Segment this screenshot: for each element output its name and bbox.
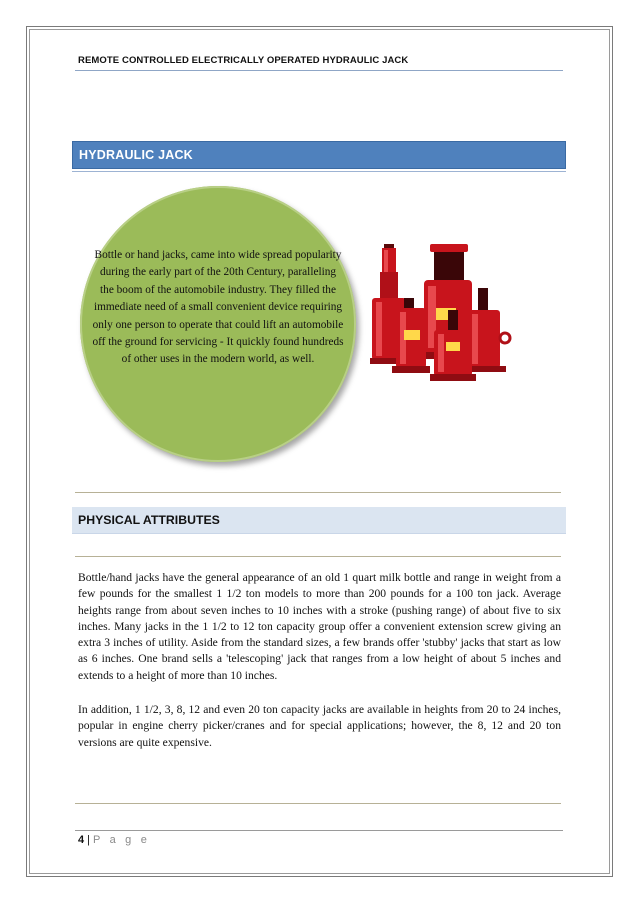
footer-rule [75,830,563,831]
section-title: PHYSICAL ATTRIBUTES [78,513,220,527]
section-physical-attributes [72,507,566,534]
bottle-jacks-photo-icon [364,238,516,388]
page-number: 4 [78,834,85,846]
banner-title: HYDRAULIC JACK [79,148,193,162]
paragraph-1: Bottle/hand jacks have the general appearance of an old 1 quart milk bottle and range in weight from a few pounds for the smallest 1 1/2 ton models to more than 200 pounds for a 100 ton jack. Average heights range from about seven inches to 10 inches with a stroke (pushing range) of about five to six inches. Many jacks in the 1 1/2 to 12 ton capacity group offer a convenient extension screw giving an extra 3 inches of utility. Aside from the standard sizes, a few brands offer 'stubby' jacks that start as low as 6 inches. One brand sells a 'telescoping' jack that ranges from a low height of about 5 inches and extends to a height of more than 10 inches. [78,571,561,682]
intro-circle-text: Bottle or hand jacks, came into wide spread popularity during the early part of the 20th Century, paralleling the boom of the automobile industry. They filled the immediate need of a small convenient device requiring only one person to operate that could lift an automobile off the ground for servicing - It quickly found hundreds of other uses in the modern world, as well. [92,249,344,366]
document-header-title: REMOTE CONTROLLED ELECTRICALLY OPERATED HYDRAULIC JACK [78,55,409,66]
divider-middle [75,556,561,557]
section-banner-hydraulic-jack [72,141,566,169]
jack-front-left-icon [392,298,430,373]
footer-separator: | [87,834,90,846]
page-footer [78,834,150,846]
paragraph-2: In addition, 1 1/2, 3, 8, 12 and even 20 ton capacity jacks are available in heights from 20 to 24 inches, popular in engine cherry picker/cranes and for special applications; however, the 8, 12 and 20 ton versions are quite expensive. [78,703,561,749]
divider-top [75,492,561,493]
header-rule [75,70,563,71]
page-label: P a g e [92,834,151,846]
banner-underline [72,171,566,172]
divider-bottom [75,803,561,804]
